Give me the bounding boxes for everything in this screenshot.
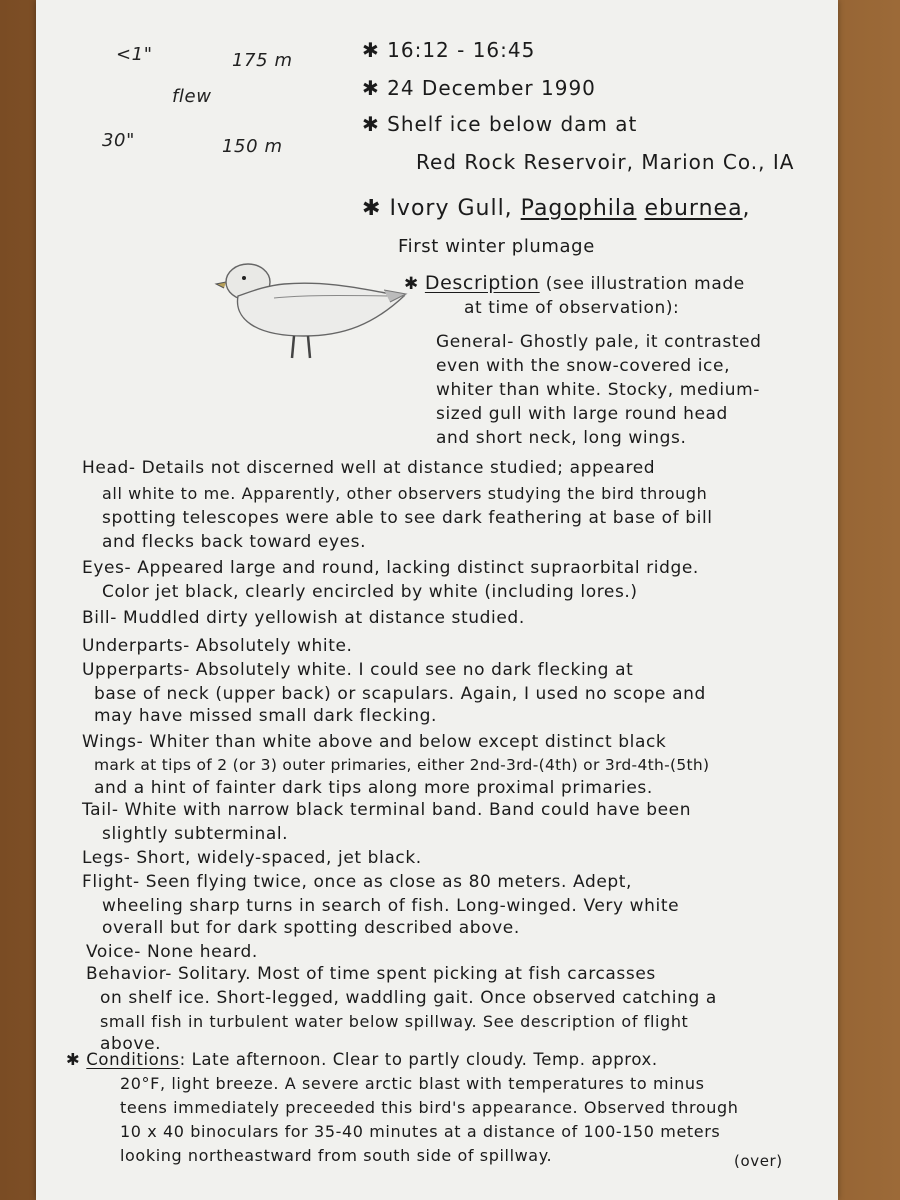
location-text-1: Shelf ice below dam at (387, 112, 638, 136)
body-line: above. (100, 1034, 162, 1054)
species-common-name: Ivory Gull, (389, 196, 513, 221)
asterisk-bullet: ✱ (66, 1050, 81, 1069)
body-line: and flecks back toward eyes. (102, 532, 367, 552)
time-text: 16:12 - 16:45 (387, 38, 536, 62)
general-line: whiter than white. Stocky, medium- (436, 380, 761, 400)
general-line: General- Ghostly pale, it contrasted (436, 332, 762, 352)
body-line: overall but for dark spotting described above. (102, 918, 520, 938)
description-heading-line (404, 272, 745, 294)
body-line: all white to me. Apparently, other observers studying the bird through (102, 484, 708, 503)
description-note-line-2: at time of observation): (464, 298, 680, 318)
species-punct: , (742, 196, 751, 221)
location-line-1 (362, 112, 637, 136)
conditions-text: 20°F, light breeze. A severe arctic blast with temperatures to minus (120, 1074, 705, 1093)
conditions-heading: Conditions (86, 1050, 180, 1069)
body-line: spotting telescopes were able to see dark feathering at base of bill (102, 508, 713, 528)
species-genus: Pagophila (520, 196, 637, 221)
body-line: Bill- Muddled dirty yellowish at distance studied. (82, 608, 525, 628)
body-line: Head- Details not discerned well at distance studied; appeared (82, 458, 656, 478)
body-line: and a hint of fainter dark tips along more proximal primaries. (94, 778, 653, 798)
corner-note-time: 30" (102, 130, 135, 151)
asterisk-bullet: ✱ (362, 76, 380, 100)
body-line: Underparts- Absolutely white. (82, 636, 353, 656)
asterisk-bullet: ✱ (404, 274, 419, 294)
conditions-text: looking northeastward from south side of spillway. (120, 1146, 553, 1165)
corner-note-distance-far: 150 m (222, 136, 283, 157)
species-epithet: eburnea (644, 196, 743, 221)
body-line: small fish in turbulent water below spillway. See description of flight (100, 1012, 689, 1031)
body-line: base of neck (upper back) or scapulars. Again, I used no scope and (94, 684, 706, 704)
description-note-1: (see illustration made (545, 274, 745, 294)
conditions-text: teens immediately preceeded this bird's appearance. Observed through (120, 1098, 739, 1117)
observation-time (362, 38, 535, 62)
corner-note-distance-near: 175 m (232, 50, 293, 71)
conditions-text: 10 x 40 binoculars for 35-40 minutes at a distance of 100-150 meters (120, 1122, 721, 1141)
body-line: Voice- None heard. (86, 942, 258, 962)
body-line: slightly subterminal. (102, 824, 289, 844)
body-line: Flight- Seen flying twice, once as close as 80 meters. Adept, (82, 872, 633, 892)
date-text: 24 December 1990 (387, 76, 596, 100)
body-line: Eyes- Appeared large and round, lacking distinct supraorbital ridge. (82, 558, 699, 578)
observation-date (362, 76, 596, 100)
general-line: and short neck, long wings. (436, 428, 687, 448)
corner-note-flew: flew (172, 86, 212, 107)
body-line: Tail- White with narrow black terminal band. Band could have been (82, 800, 692, 820)
body-line: mark at tips of 2 (or 3) outer primaries, either 2nd-3rd-(4th) or 3rd-4th-(5th) (94, 756, 710, 774)
general-line: even with the snow-covered ice, (436, 356, 731, 376)
body-line: Upperparts- Absolutely white. I could see no dark flecking at (82, 660, 634, 680)
ivory-gull-sketch (214, 258, 414, 368)
body-line: Behavior- Solitary. Most of time spent picking at fish carcasses (86, 964, 656, 984)
conditions-text-1: : Late afternoon. Clear to partly cloudy. Temp. approx. (179, 1050, 658, 1069)
asterisk-bullet: ✱ (362, 196, 382, 221)
species-line (362, 196, 751, 221)
general-line: sized gull with large round head (436, 404, 728, 424)
field-notes-card (36, 0, 838, 1200)
conditions-line (66, 1050, 658, 1069)
asterisk-bullet: ✱ (362, 38, 380, 62)
corner-note-size: <1" (116, 44, 153, 65)
body-line: Legs- Short, widely-spaced, jet black. (82, 848, 422, 868)
description-heading: Description (424, 272, 540, 294)
body-line: wheeling sharp turns in search of fish. Long-winged. Very white (102, 896, 680, 916)
body-line: Color jet black, clearly encircled by white (including lores.) (102, 582, 638, 602)
location-line-2: Red Rock Reservoir, Marion Co., IA (416, 150, 795, 174)
body-line: may have missed small dark flecking. (94, 706, 437, 726)
body-line: Wings- Whiter than white above and below except distinct black (82, 732, 667, 752)
over-note: (over) (734, 1152, 783, 1170)
asterisk-bullet: ✱ (362, 112, 380, 136)
plumage-note: First winter plumage (398, 236, 595, 257)
body-line: on shelf ice. Short-legged, waddling gait. Once observed catching a (100, 988, 717, 1008)
